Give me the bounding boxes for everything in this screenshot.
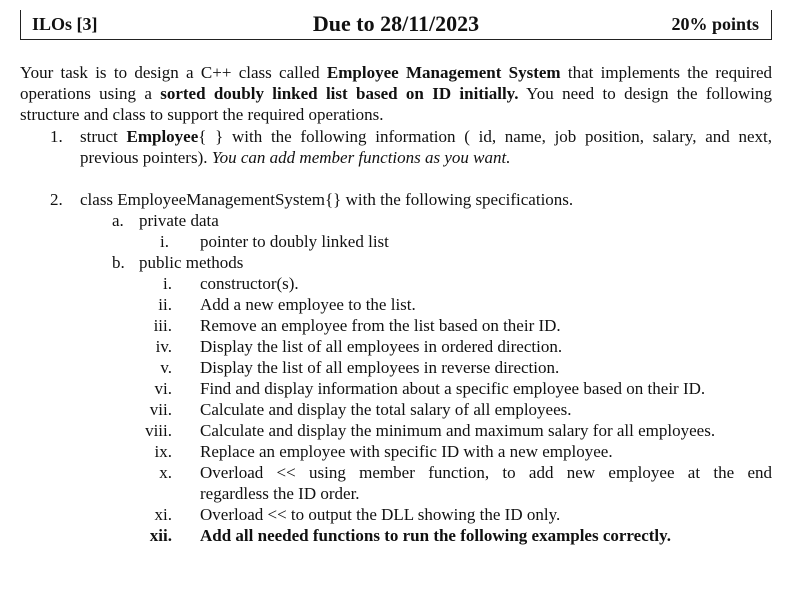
method-number: vi. [154, 379, 172, 398]
item-1-line-2 [80, 147, 511, 168]
item-1-number: 1. [50, 127, 63, 146]
due-date: Due to 28/11/2023 [312, 11, 480, 36]
method-text: Replace an employee with specific ID with a new employee. [200, 442, 613, 461]
intro-line-3: structure and class to support the required operations. [20, 105, 384, 124]
method-number: x. [159, 463, 172, 482]
method-text-continued: regardless the ID order. [200, 484, 360, 503]
method-text: Overload << using member function, to add new employee at the end [200, 463, 772, 482]
ilos-label: ILOs [3] [32, 14, 98, 34]
method-text: Add a new employee to the list. [200, 295, 416, 314]
method-number: i. [163, 274, 172, 293]
item-2-text: class EmployeeManagementSystem{} with the following specifications. [80, 190, 574, 209]
points-label: 20% points [671, 14, 759, 34]
method-text: Display the list of all employees in ordered direction. [200, 337, 563, 356]
intro-paragraph [20, 62, 772, 125]
intro-line-2 [20, 83, 772, 104]
method-number: ix. [154, 442, 172, 461]
method-text: Calculate and display the total salary of all employees. [200, 400, 572, 419]
method-text-bold: Add all needed functions to run the following examples correctly. [200, 526, 671, 545]
method-number: ii. [158, 295, 172, 314]
method-number: viii. [145, 421, 172, 440]
intro-text: You need to design the following [518, 84, 772, 103]
intro-text: operations using a [20, 84, 161, 103]
item-2a-i-number: i. [160, 232, 169, 251]
item-1-note-italic: You can add member functions as you want. [211, 148, 511, 167]
method-text: Display the list of all employees in reverse direction. [200, 358, 560, 377]
method-text: Find and display information about a specific employee based on their ID. [200, 379, 706, 398]
ds-requirement-bold: sorted doubly linked list based on ID initially. [160, 84, 519, 103]
intro-line-1-text [20, 62, 772, 83]
item-2a-text: private data [139, 211, 219, 230]
item-1-text: previous pointers). [80, 148, 212, 167]
item-2b-number: b. [112, 253, 125, 272]
header-bar [20, 10, 772, 40]
method-text: Calculate and display the minimum and maximum salary for all employees. [200, 421, 716, 440]
method-number: iv. [155, 337, 172, 356]
item-1-text: { } with the following information ( id, name, job position, salary, and next, [198, 127, 772, 146]
intro-text: that implements the required [560, 63, 772, 82]
method-number: v. [160, 358, 172, 377]
intro-text: Your task is to design a C++ class called [20, 63, 327, 82]
method-text: constructor(s). [200, 274, 299, 293]
item-2a-i-text: pointer to doubly linked list [200, 232, 389, 251]
item-2b-text: public methods [139, 253, 244, 272]
method-number-bold: xii. [149, 526, 172, 545]
struct-name-bold: Employee [126, 127, 199, 146]
item-1-line-1 [80, 126, 772, 147]
method-number: xi. [154, 505, 172, 524]
item-2a-number: a. [112, 211, 124, 230]
method-number: vii. [149, 400, 172, 419]
method-text: Overload << to output the DLL showing the ID only. [200, 505, 561, 524]
item-2-number: 2. [50, 190, 63, 209]
intro-line-1 [20, 62, 772, 83]
item-1-text: struct [80, 127, 127, 146]
method-text: Remove an employee from the list based on their ID. [200, 316, 561, 335]
class-name-bold: Employee Management System [326, 63, 561, 82]
method-number: iii. [153, 316, 172, 335]
